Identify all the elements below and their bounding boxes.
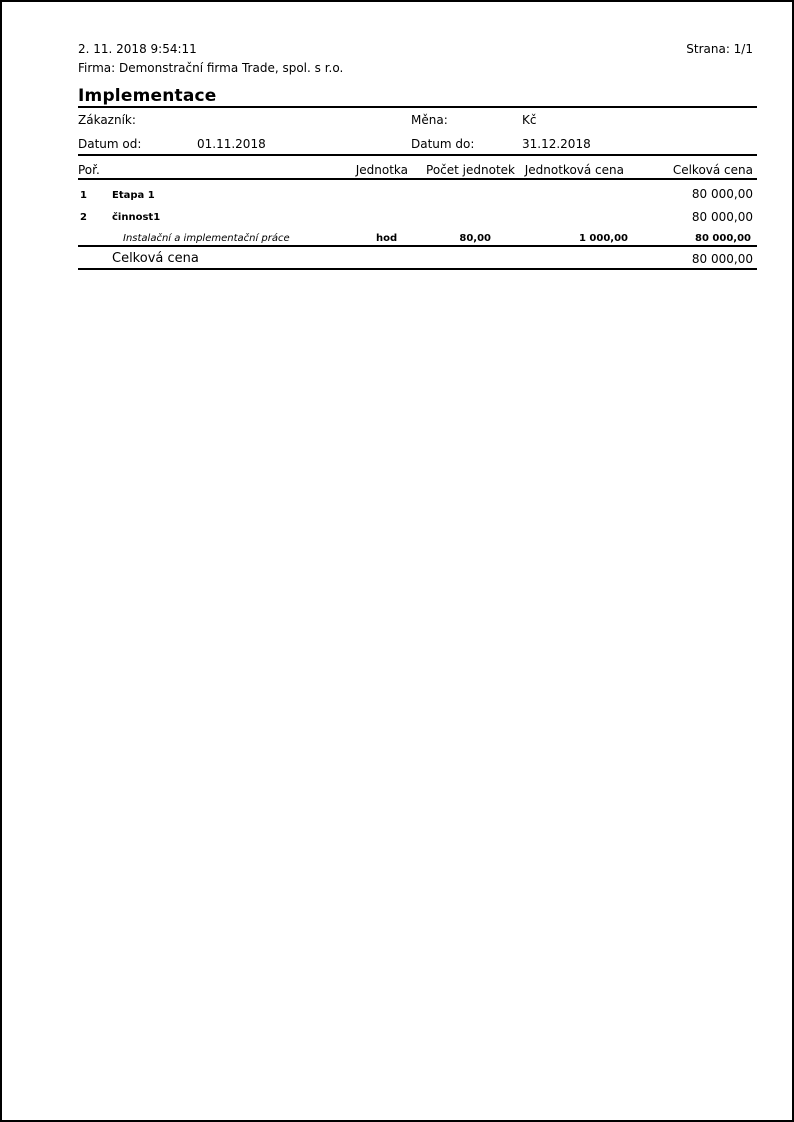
date-from-value: 01.11.2018: [197, 137, 266, 151]
report-datetime: 2. 11. 2018 9:54:11: [78, 42, 197, 56]
detail-total: 80 000,00: [695, 233, 751, 244]
title-underline: [78, 106, 757, 108]
date-to-value: 31.12.2018: [522, 137, 591, 151]
col-header-num: Poř.: [78, 163, 100, 177]
summary-label: Celková cena: [112, 251, 199, 266]
customer-label: Zákazník:: [78, 113, 136, 127]
row-total: 80 000,00: [691, 187, 753, 201]
col-header-unit: Jednotka: [355, 163, 408, 177]
detail-unit-price: 1 000,00: [578, 233, 628, 244]
company-line: Firma: Demonstrační firma Trade, spol. s r.o.: [78, 61, 344, 75]
row-total: 80 000,00: [691, 210, 753, 224]
date-from-label: Datum od:: [78, 137, 142, 151]
col-header-qty: Počet jednotek: [426, 163, 515, 177]
row-number: 1: [80, 190, 87, 201]
detail-qty: 80,00: [459, 233, 491, 244]
detail-description: Instalační a implementační práce: [123, 233, 290, 244]
date-to-label: Datum do:: [411, 137, 475, 151]
col-header-unit-price: Jednotková cena: [524, 163, 624, 177]
detail-unit: hod: [376, 233, 398, 244]
row-number: 2: [80, 212, 87, 223]
table-header-divider: [78, 178, 757, 180]
row-description: Etapa 1: [112, 190, 155, 201]
filters-divider: [78, 154, 757, 156]
report-title: Implementace: [78, 86, 217, 106]
detail-divider: [78, 245, 757, 247]
row-description: činnost1: [112, 212, 161, 223]
summary-divider: [78, 268, 757, 270]
col-header-total: Celková cena: [672, 163, 753, 177]
page-number: Strana: 1/1: [686, 42, 753, 56]
summary-value: 80 000,00: [691, 252, 753, 266]
currency-label: Měna:: [411, 113, 448, 127]
currency-value: Kč: [522, 113, 537, 127]
